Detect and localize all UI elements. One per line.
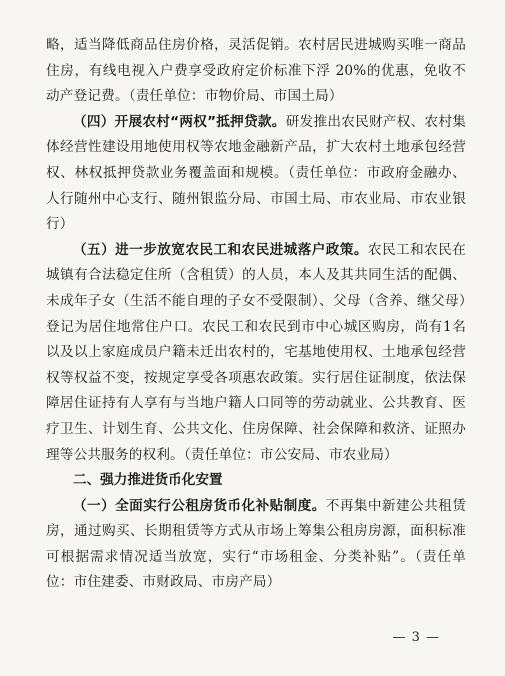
page-number: — 3 — <box>392 630 440 645</box>
paragraph-4-text: 不再集中新建公共租赁房，通过购买、长期租赁等方式从市场上筹集公租房房源，面积标准可根据需求情况适当放宽，实行“市场租金、分类补贴”。（责任单位：市住建委、市财政局、市房产局） <box>46 497 466 591</box>
paragraph-4 <box>46 494 466 596</box>
paragraph-3-lead: （五）进一步放宽农民工和农民进城落户政策。 <box>73 241 368 258</box>
paragraph-2-lead: （四）开展农村“两权”抵押贷款。 <box>73 113 286 130</box>
paragraph-1 <box>46 33 466 110</box>
paragraph-3 <box>46 238 466 468</box>
paragraph-3-text: 农民工和农民在城镇有合法稳定住所（含租赁）的人员，本人及其共同生活的配偶、未成年子女（生活不能自理的子女不受限制）、父母（含养、继父母）登记为居住地常住户口。农民工和农民到市中心城区购房，尚有1名以及以上家庭成员户籍未迁出农村的，宅基地使用权、土地承包经营权等权益不变，按规定享受各项惠农政策。实行居住证制度，依法保障居住证持有人享有与当地户籍人口同等的劳动就业、公共教育、医疗卫生、计划生育、公共文化、住房保障、社会保障和救济、证照办理等公共服务的权利。（责任单位：市公安局、市农业局） <box>46 241 466 463</box>
paragraph-4-lead: （一）全面实行公租房货币化补贴制度。 <box>73 497 326 514</box>
paragraph-2 <box>46 110 466 238</box>
section-heading: 二、强力推进货币化安置 <box>73 472 223 489</box>
document-page <box>46 33 466 596</box>
paragraph-1-text: 略，适当降低商品住房价格，灵活促销。农村居民进城购买唯一商品住房，有线电视入户费享受政府定价标准下浮 20%的优惠，免收不动产登记费。（责任单位：市物价局、市国土局） <box>46 37 466 105</box>
paragraph-2-text: 研发推出农民财产权、农村集体经营性建设用地使用权等农地金融新产品，扩大农村土地承包经营权、林权抵押贷款业务覆盖面和规模。（责任单位：市政府金融办、人行随州中心支行、随州银监分局、市国土局、市农业局、市农业银行） <box>46 113 466 233</box>
